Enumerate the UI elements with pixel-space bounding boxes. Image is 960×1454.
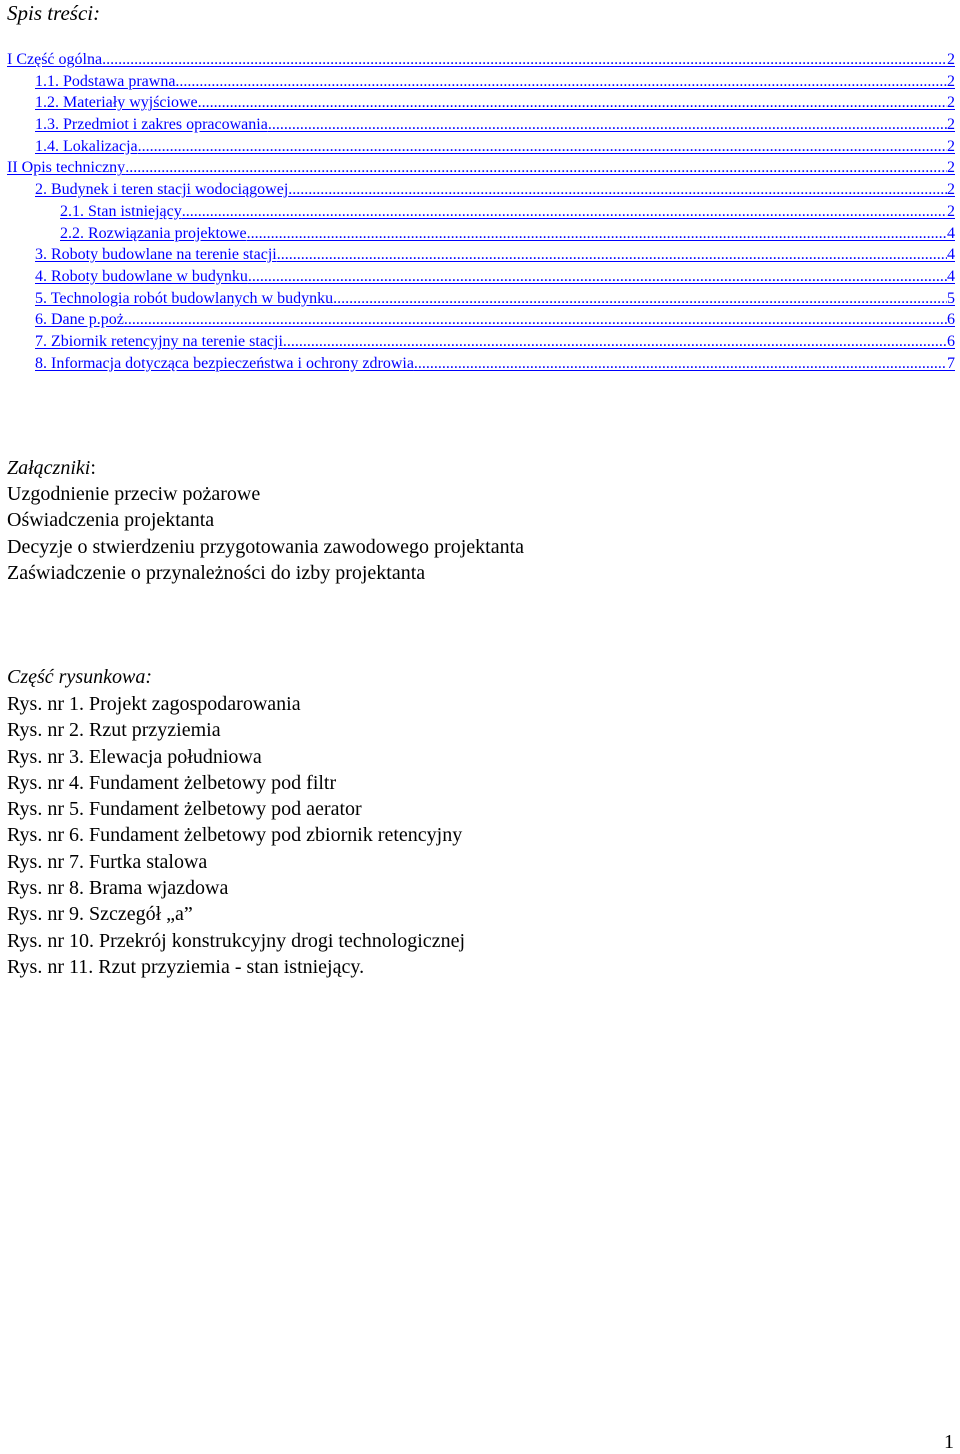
drawings-list bbox=[7, 691, 465, 980]
toc-leader-dots bbox=[102, 49, 947, 71]
page-number: 1 bbox=[944, 1431, 954, 1453]
toc-leader-dots bbox=[248, 266, 947, 288]
drawing-item: Rys. nr 9. Szczegół „a” bbox=[7, 903, 193, 926]
toc-entry-label: 2.2. Rozwiązania projektowe bbox=[60, 224, 247, 242]
toc-leader-dots bbox=[124, 309, 947, 331]
toc-entry-label: 2.1. Stan istniejący bbox=[60, 202, 182, 220]
toc-entry-label: 5. Technologia robót budowlanych w budynku bbox=[35, 289, 334, 307]
toc-entry-label: 6. Dane p.poż bbox=[35, 311, 124, 329]
toc-page-number: 6 bbox=[947, 311, 955, 329]
toc-link-stan-istniejacy[interactable] bbox=[7, 201, 955, 223]
toc-entry-label: 1.3. Przedmiot i zakres opracowania bbox=[35, 116, 268, 134]
toc-leader-dots bbox=[268, 114, 947, 136]
toc-page-number: 2 bbox=[947, 51, 955, 68]
toc-page-number: 7 bbox=[947, 354, 955, 372]
toc-leader-dots bbox=[125, 157, 947, 179]
drawing-item: Rys. nr 2. Rzut przyziemia bbox=[7, 719, 221, 742]
toc-link-dane-ppoz[interactable] bbox=[7, 309, 955, 331]
drawing-item: Rys. nr 10. Przekrój konstrukcyjny drogi technologicznej bbox=[7, 929, 465, 952]
toc-entry-label: 4. Roboty budowlane w budynku bbox=[35, 267, 248, 285]
toc-leader-dots bbox=[247, 223, 947, 245]
drawing-item: Rys. nr 7. Furtka stalowa bbox=[7, 850, 208, 873]
attachments-heading bbox=[7, 455, 96, 481]
table-of-contents bbox=[7, 49, 955, 374]
toc-leader-dots bbox=[333, 288, 947, 310]
toc-entry-label: 2. Budynek i teren stacji wodociągowej bbox=[35, 181, 289, 199]
toc-link-budynek-teren[interactable] bbox=[7, 179, 955, 201]
toc-page-number: 4 bbox=[947, 246, 955, 264]
toc-entry-label: 8. Informacja dotycząca bezpieczeństwa i ochrony zdrowia bbox=[35, 354, 414, 372]
drawing-item: Rys. nr 11. Rzut przyziemia - stan istniejący. bbox=[7, 955, 365, 978]
toc-leader-dots bbox=[182, 201, 947, 223]
toc-entry-label: 1.1. Podstawa prawna bbox=[35, 72, 176, 90]
toc-page-number: 2 bbox=[947, 181, 955, 199]
attachment-item: Oświadczenia projektanta bbox=[7, 509, 215, 532]
attachments-colon: : bbox=[90, 457, 96, 479]
drawings-heading: Część rysunkowa: bbox=[7, 666, 152, 688]
toc-leader-dots bbox=[198, 92, 947, 114]
toc-heading: Spis treści: bbox=[7, 1, 101, 25]
drawing-item: Rys. nr 5. Fundament żelbetowy pod aerator bbox=[7, 798, 362, 821]
toc-page-number: 2 bbox=[947, 94, 955, 112]
toc-page-number: 2 bbox=[947, 116, 955, 134]
toc-link-zbiornik-retencyjny[interactable] bbox=[7, 331, 955, 353]
toc-entry-label: 3. Roboty budowlane na terenie stacji bbox=[35, 246, 277, 264]
attachment-item: Uzgodnienie przeciw pożarowe bbox=[7, 483, 261, 505]
toc-entry-label: 1.4. Lokalizacja bbox=[35, 137, 138, 155]
toc-link-roboty-teren[interactable] bbox=[7, 244, 955, 266]
toc-entry-label: 7. Zbiornik retencyjny na terenie stacji bbox=[35, 332, 283, 350]
toc-link-informacja-bioz[interactable] bbox=[7, 353, 955, 375]
toc-page-number: 2 bbox=[947, 137, 955, 155]
toc-entry-label: I Część ogólna bbox=[7, 51, 103, 68]
toc-link-przedmiot-zakres[interactable] bbox=[7, 114, 955, 136]
toc-link-podstawa-prawna[interactable] bbox=[7, 71, 955, 93]
toc-link-rozwiazania-projektowe[interactable] bbox=[7, 223, 955, 245]
toc-entry-label: 1.2. Materiały wyjściowe bbox=[35, 94, 198, 112]
toc-page-number: 5 bbox=[947, 289, 955, 307]
toc-leader-dots bbox=[288, 179, 947, 201]
drawing-item: Rys. nr 3. Elewacja południowa bbox=[7, 745, 262, 768]
attachments-title: Załączniki bbox=[7, 457, 91, 479]
drawing-item: Rys. nr 6. Fundament żelbetowy pod zbiornik retencyjny bbox=[7, 824, 463, 847]
attachments-list bbox=[7, 481, 524, 586]
drawing-item: Rys. nr 1. Projekt zagospodarowania bbox=[7, 693, 301, 715]
toc-link-materialy-wyjsciowe[interactable] bbox=[7, 92, 955, 114]
toc-leader-dots bbox=[175, 71, 947, 93]
toc-entry-label: II Opis techniczny bbox=[7, 159, 126, 177]
toc-link-czesc-ogolna[interactable] bbox=[7, 49, 955, 71]
toc-page-number: 4 bbox=[947, 267, 955, 285]
toc-leader-dots bbox=[414, 353, 947, 375]
attachment-item: Zaświadczenie o przynależności do izby projektanta bbox=[7, 561, 426, 584]
toc-leader-dots bbox=[283, 331, 947, 353]
toc-link-opis-techniczny[interactable] bbox=[7, 157, 955, 179]
toc-page-number: 2 bbox=[947, 202, 955, 220]
toc-link-roboty-budynek[interactable] bbox=[7, 266, 955, 288]
attachment-item: Decyzje o stwierdzeniu przygotowania zawodowego projektanta bbox=[7, 535, 525, 558]
toc-leader-dots bbox=[277, 244, 947, 266]
toc-page-number: 6 bbox=[947, 332, 955, 350]
toc-page-number: 2 bbox=[947, 72, 955, 90]
toc-page-number: 2 bbox=[947, 159, 955, 177]
drawing-item: Rys. nr 4. Fundament żelbetowy pod filtr bbox=[7, 771, 337, 794]
toc-page-number: 4 bbox=[947, 224, 955, 242]
toc-link-technologia-robot[interactable] bbox=[7, 288, 955, 310]
toc-leader-dots bbox=[138, 136, 947, 158]
drawing-item: Rys. nr 8. Brama wjazdowa bbox=[7, 877, 229, 900]
toc-link-lokalizacja[interactable] bbox=[7, 136, 955, 158]
